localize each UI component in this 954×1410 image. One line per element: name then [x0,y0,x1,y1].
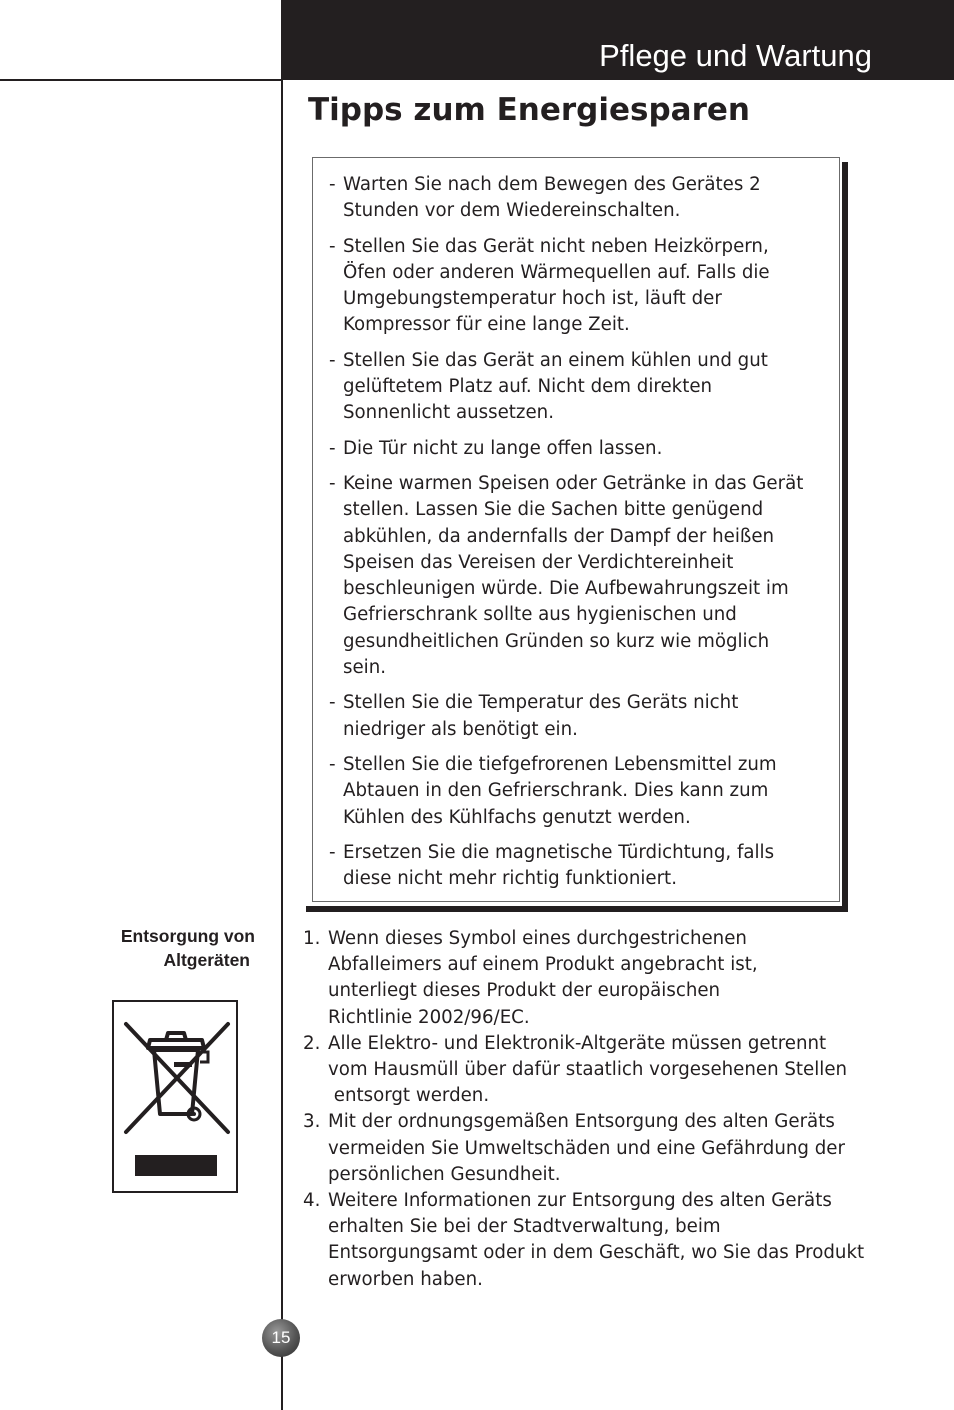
tip-line: diese nicht mehr richtig funktioniert. [343,868,677,890]
tip-item [329,234,823,339]
list-line: Weitere Informationen zur Entsorgung des alten Geräts [328,1190,832,1212]
tip-line: Die Tür nicht zu lange offen lassen. [343,437,663,459]
tip-item [329,348,823,427]
tip-dash: - [329,349,336,371]
tip-line: beschleunigen würde. Die Aufbewahrungszeit im [343,578,789,600]
tip-item [329,436,823,462]
section-title: Pflege und Wartung [599,38,872,73]
tip-item [329,840,823,893]
list-line: Alle Elektro- und Elektronik-Altgeräte müssen getrennt [328,1032,827,1054]
tip-line: gelüftetem Platz auf. Nicht dem direkten [343,376,713,398]
page-title: Tipps zum Energiesparen [308,92,750,128]
list-line: Abfalleimers auf einem Produkt angebracht ist, [328,954,758,976]
list-line: Mit der ordnungsgemäßen Entsorgung des alten Geräts [328,1111,835,1133]
tip-line: Warten Sie nach dem Bewegen des Gerätes 2 [343,174,761,195]
tip-item [329,752,823,831]
tip-line: gesundheitlichen Gründen so kurz wie möglich [343,630,770,652]
tip-line: Ersetzen Sie die magnetische Türdichtung, falls [343,841,775,863]
tip-dash: - [329,753,336,775]
list-item [303,926,903,1031]
crossed-out-wheelie-bin-icon [114,1002,236,1191]
tip-line: Sonnenlicht aussetzen. [343,402,554,424]
weee-symbol-frame [112,1000,238,1193]
tip-line: niedriger als benötigt ein. [343,718,578,740]
tip-line: Öfen oder anderen Wärmequellen auf. Falls die [343,261,770,283]
list-item [303,1031,903,1110]
tip-dash: - [329,235,336,257]
tip-dash: - [329,841,336,863]
header-bar [282,0,954,80]
tip-line: Stellen Sie die tiefgefrorenen Lebensmittel zum [343,753,777,775]
tip-line: Stellen Sie das Gerät an einem kühlen und gut [343,349,768,371]
tip-line: Speisen das Vereisen der Verdichtereinheit [343,551,734,573]
tip-line: Kühlen des Kühlfachs genutzt werden. [343,806,691,828]
energy-tips-box [312,157,840,902]
list-number: 4. [303,1190,321,1212]
tip-line: Gefrierschrank sollte aus hygienischen und [343,604,737,626]
list-line: vom Hausmüll über dafür staatlich vorgesehenen Stellen [328,1059,848,1081]
tip-line: Stellen Sie die Temperatur des Geräts nicht [343,692,739,714]
list-line: erworben haben. [328,1268,483,1290]
tip-line: abkühlen, da andernfalls der Dampf der heißen [343,525,775,547]
list-line: Entsorgungsamt oder in dem Geschäft, wo Sie das Produkt [328,1242,865,1264]
disposal-heading-line: Entsorgung von [120,926,255,946]
list-line: Wenn dieses Symbol eines durchgestrichenen [328,928,747,949]
disposal-list [303,926,903,1293]
page-number-badge: 15 [262,1319,300,1357]
column-divider [281,0,283,1410]
tip-dash: - [329,174,336,195]
tip-item [329,690,823,743]
tip-line: sein. [343,657,387,679]
list-number: 1. [303,928,321,949]
list-item [303,1188,903,1293]
tip-item [329,172,823,225]
tip-line: Stellen Sie das Gerät nicht neben Heizkörpern, [343,235,769,257]
tip-line: Kompressor für eine lange Zeit. [343,314,630,336]
tip-line: Keine warmen Speisen oder Getränke in das Gerät [343,472,804,494]
tip-item [329,471,823,681]
disposal-heading-line: Altgeräten [163,950,250,970]
list-number: 3. [303,1111,321,1133]
disposal-heading [121,924,255,972]
list-number: 2. [303,1032,321,1054]
tip-line: Umgebungstemperatur hoch ist, läuft der [343,288,722,310]
list-line: erhalten Sie bei der Stadtverwaltung, beim [328,1216,721,1238]
tip-dash: - [329,437,336,459]
tip-line: Stunden vor dem Wiedereinschalten. [343,200,681,222]
list-line: unterliegt dieses Produkt der europäischen [328,980,721,1002]
tip-dash: - [329,692,336,714]
tip-line: stellen. Lassen Sie die Sachen bitte genügend [343,499,764,521]
tip-line: Abtauen in den Gefrierschrank. Dies kann zum [343,780,769,802]
list-line: persönlichen Gesundheit. [328,1163,561,1185]
tip-dash: - [329,472,336,494]
list-item [303,1109,903,1188]
energy-tips-list [313,158,839,892]
list-line: entsorgt werden. [328,1085,490,1107]
list-line: vermeiden Sie Umweltschäden und eine Gefährdung der [328,1137,845,1159]
list-line: Richtlinie 2002/96/EC. [328,1006,530,1028]
header-rule [0,79,282,81]
